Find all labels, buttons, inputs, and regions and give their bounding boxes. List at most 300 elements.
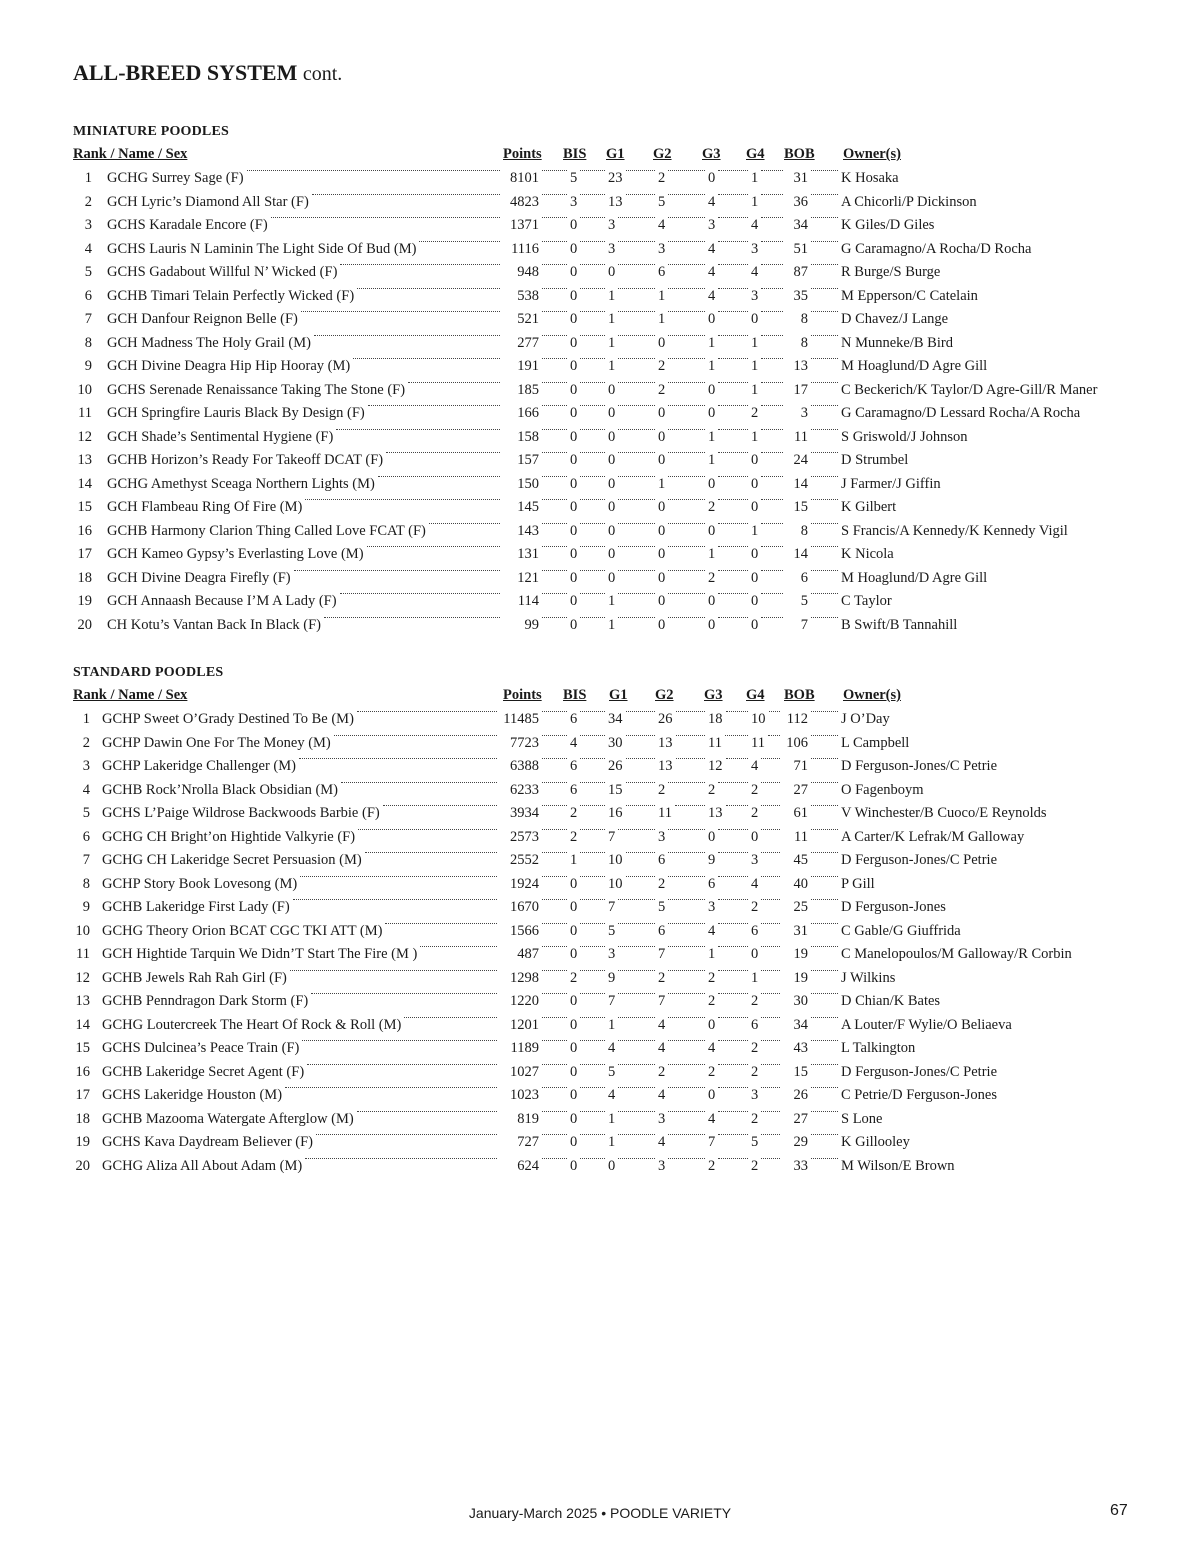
dot-leader <box>626 170 656 171</box>
dot-leader <box>580 311 605 312</box>
dot-leader <box>811 1111 838 1112</box>
row-g1: 0 <box>608 1157 616 1174</box>
row-g3: 2 <box>708 499 716 515</box>
row-owners: L Campbell <box>841 734 910 751</box>
row-g4: 0 <box>751 946 759 962</box>
row-g4: 4 <box>751 758 759 774</box>
row-g1: 7 <box>608 828 616 845</box>
row-rank: 12 <box>77 428 92 445</box>
dot-leader <box>675 805 705 806</box>
row-name: GCHS Serenade Renaissance Taking The Stone (F) <box>107 381 406 398</box>
dot-leader <box>542 499 567 500</box>
table-row <box>0 1111 1200 1135</box>
row-points: 166 <box>517 405 539 421</box>
row-bob: 112 <box>786 711 808 727</box>
dot-leader <box>726 711 749 712</box>
row-g3: 4 <box>708 240 716 257</box>
row-points: 6233 <box>510 781 539 798</box>
row-g2: 0 <box>658 499 666 515</box>
dot-leader <box>761 546 783 547</box>
dot-leader <box>811 617 838 618</box>
row-g1: 3 <box>608 217 616 233</box>
dot-leader <box>618 217 655 218</box>
table-row <box>0 852 1200 876</box>
row-owners: P Gill <box>841 875 875 892</box>
row-bob: 31 <box>793 922 808 939</box>
dot-leader <box>668 617 705 618</box>
dot-leader <box>718 970 748 971</box>
row-g4: 0 <box>751 311 759 327</box>
dot-leader <box>811 993 838 994</box>
dot-leader <box>618 1087 655 1088</box>
table-row <box>0 735 1200 759</box>
table-row <box>0 335 1200 359</box>
row-bis: 0 <box>570 993 578 1009</box>
dot-leader <box>761 829 780 830</box>
row-rank: 10 <box>75 922 90 939</box>
row-rank: 5 <box>84 264 92 280</box>
row-g2: 26 <box>658 711 673 727</box>
row-name: GCHP Sweet O’Grady Destined To Be (M) <box>102 711 354 727</box>
row-owners: A Carter/K Lefrak/M Galloway <box>841 828 1025 845</box>
row-bis: 0 <box>570 1040 578 1056</box>
dot-leader <box>408 382 500 383</box>
row-bob: 13 <box>793 358 808 374</box>
header-g2: G2 <box>653 146 672 162</box>
dot-leader <box>811 805 838 806</box>
row-rank: 3 <box>84 217 92 233</box>
table-row <box>0 1087 1200 1111</box>
row-points: 1298 <box>510 969 539 986</box>
table-row <box>0 1158 1200 1182</box>
row-g2: 5 <box>658 193 666 210</box>
row-g4: 1 <box>751 969 759 986</box>
row-g3: 13 <box>708 805 723 821</box>
row-g4: 2 <box>751 781 759 798</box>
page-title-main: ALL-BREED SYSTEM <box>73 60 298 85</box>
dot-leader <box>718 311 748 312</box>
row-bob: 40 <box>793 875 808 892</box>
table-row <box>0 946 1200 970</box>
row-owners: J Wilkins <box>841 969 896 986</box>
table-row <box>0 570 1200 594</box>
row-bis: 0 <box>570 899 578 915</box>
dot-leader <box>668 993 705 994</box>
row-g4: 2 <box>751 1040 759 1056</box>
row-owners: C Taylor <box>841 593 892 609</box>
dot-leader <box>618 1064 655 1065</box>
dot-leader <box>580 264 605 265</box>
dot-leader <box>580 758 605 759</box>
dot-leader <box>668 429 705 430</box>
row-name: GCHS Dulcinea’s Peace Train (F) <box>102 1040 300 1056</box>
dot-leader <box>626 782 656 783</box>
table-row <box>0 194 1200 218</box>
dot-leader <box>718 1134 748 1135</box>
table-row <box>0 241 1200 265</box>
row-owners: V Winchester/B Cuoco/E Reynolds <box>841 805 1047 821</box>
dot-leader <box>718 852 748 853</box>
dot-leader <box>811 570 838 571</box>
dot-leader <box>761 288 783 289</box>
dot-leader <box>542 335 567 336</box>
row-g2: 0 <box>658 593 666 609</box>
row-g3: 6 <box>708 875 716 892</box>
row-g2: 0 <box>658 405 666 421</box>
dot-leader <box>429 523 500 524</box>
dot-leader <box>668 217 705 218</box>
row-g1: 13 <box>608 193 623 210</box>
dot-leader <box>718 170 748 171</box>
row-bob: 24 <box>793 452 808 468</box>
dot-leader <box>542 570 567 571</box>
dot-leader <box>718 1087 748 1088</box>
dot-leader <box>718 194 748 195</box>
row-owners: K Nicola <box>841 546 894 562</box>
dot-leader <box>811 405 838 406</box>
dot-leader <box>404 1017 497 1018</box>
row-g3: 1 <box>708 334 716 351</box>
dot-leader <box>542 993 567 994</box>
row-g2: 2 <box>658 381 666 398</box>
row-bob: 15 <box>793 1063 808 1080</box>
dot-leader <box>542 476 567 477</box>
row-g1: 0 <box>608 499 616 515</box>
row-g1: 0 <box>608 264 616 280</box>
row-g2: 7 <box>658 946 666 962</box>
dot-leader <box>811 429 838 430</box>
dot-leader <box>383 805 497 806</box>
dot-leader <box>811 593 838 594</box>
row-g3: 0 <box>708 522 716 539</box>
dot-leader <box>311 993 497 994</box>
dot-leader <box>718 899 748 900</box>
dot-leader <box>718 1017 748 1018</box>
row-rank: 15 <box>75 1040 90 1056</box>
table-row <box>0 899 1200 923</box>
dot-leader <box>580 923 605 924</box>
row-bis: 0 <box>570 875 578 892</box>
dot-leader <box>285 1087 497 1088</box>
row-bis: 3 <box>570 193 578 210</box>
row-bob: 45 <box>793 852 808 868</box>
row-bis: 0 <box>570 452 578 468</box>
dot-leader <box>542 1087 567 1088</box>
row-g4: 1 <box>751 193 759 210</box>
dot-leader <box>718 1040 748 1041</box>
row-name: GCH Divine Deagra Hip Hip Hooray (M) <box>107 358 351 374</box>
dot-leader <box>811 1064 838 1065</box>
dot-leader <box>580 358 605 359</box>
row-bis: 0 <box>570 358 578 374</box>
dot-leader <box>626 876 656 877</box>
row-g4: 0 <box>751 499 759 515</box>
dot-leader <box>718 405 748 406</box>
dot-leader <box>668 382 705 383</box>
dot-leader <box>542 405 567 406</box>
row-owners: D Chavez/J Lange <box>841 311 949 327</box>
row-points: 1116 <box>511 240 539 257</box>
dot-leader <box>580 593 605 594</box>
header-g1: G1 <box>606 146 625 162</box>
dot-leader <box>725 735 748 736</box>
dot-leader <box>718 264 748 265</box>
row-g4: 2 <box>751 899 759 915</box>
row-rank: 6 <box>82 828 90 845</box>
row-name: GCHG CH Bright’on Hightide Valkyrie (F) <box>102 828 356 845</box>
dot-leader <box>676 735 706 736</box>
dot-leader <box>811 758 838 759</box>
row-g2: 2 <box>658 875 666 892</box>
row-points: 1371 <box>510 217 539 233</box>
row-name: GCHP Lakeridge Challenger (M) <box>102 758 296 774</box>
dot-leader <box>726 805 749 806</box>
row-g1: 1 <box>608 593 616 609</box>
dot-leader <box>618 993 655 994</box>
dot-leader <box>618 570 655 571</box>
dot-leader <box>718 1158 748 1159</box>
dot-leader <box>542 829 567 830</box>
dot-leader <box>618 1017 655 1018</box>
row-owners: K Gilbert <box>841 499 897 515</box>
column-header-row <box>0 146 1200 166</box>
header-g2: G2 <box>655 687 674 703</box>
row-bis: 0 <box>570 946 578 962</box>
row-g4: 3 <box>751 1087 759 1103</box>
row-points: 1566 <box>510 922 539 939</box>
dot-leader <box>580 1017 605 1018</box>
row-g4: 2 <box>751 1110 759 1127</box>
dot-leader <box>336 429 500 430</box>
row-g4: 4 <box>751 264 759 280</box>
table-row <box>0 617 1200 641</box>
dot-leader <box>314 335 500 336</box>
row-owners: D Ferguson-Jones/C Petrie <box>841 758 998 774</box>
row-bob: 31 <box>793 170 808 186</box>
dot-leader <box>761 311 783 312</box>
row-g3: 11 <box>708 734 722 751</box>
dot-leader <box>811 264 838 265</box>
dot-leader <box>542 523 567 524</box>
dot-leader <box>811 735 838 736</box>
row-rank: 3 <box>82 758 90 774</box>
header-bob: BOB <box>784 687 815 703</box>
dot-leader <box>761 1064 780 1065</box>
dot-leader <box>340 593 500 594</box>
dot-leader <box>542 288 567 289</box>
row-points: 521 <box>517 311 539 327</box>
dot-leader <box>811 876 838 877</box>
row-bis: 2 <box>570 828 578 845</box>
row-points: 99 <box>524 616 539 633</box>
dot-leader <box>305 499 500 500</box>
dot-leader <box>618 923 655 924</box>
dot-leader <box>580 476 605 477</box>
dot-leader <box>811 782 838 783</box>
row-g3: 4 <box>708 1110 716 1127</box>
row-bob: 34 <box>793 217 808 233</box>
dot-leader <box>542 805 567 806</box>
row-g2: 4 <box>658 1016 666 1033</box>
header-g3: G3 <box>704 687 723 703</box>
row-owners: K Giles/D Giles <box>841 217 935 233</box>
dot-leader <box>353 358 500 359</box>
row-bis: 0 <box>570 381 578 398</box>
table-row <box>0 499 1200 523</box>
dot-leader <box>668 452 705 453</box>
row-rank: 11 <box>76 946 90 962</box>
dot-leader <box>676 711 706 712</box>
dot-leader <box>761 499 783 500</box>
row-g3: 0 <box>708 170 716 186</box>
row-points: 157 <box>517 452 539 468</box>
dot-leader <box>293 899 497 900</box>
dot-leader <box>668 170 705 171</box>
dot-leader <box>718 382 748 383</box>
row-bob: 8 <box>800 311 808 327</box>
row-g3: 7 <box>708 1134 716 1150</box>
dot-leader <box>580 170 605 171</box>
row-name: GCHG Theory Orion BCAT CGC TKI ATT (M) <box>102 922 383 939</box>
table-row <box>0 288 1200 312</box>
dot-leader <box>668 852 705 853</box>
row-name: GCH Shade’s Sentimental Hygiene (F) <box>107 428 334 445</box>
row-bis: 0 <box>570 428 578 445</box>
row-bob: 26 <box>793 1087 808 1103</box>
row-g2: 3 <box>658 1110 666 1127</box>
table-row <box>0 593 1200 617</box>
dot-leader <box>542 711 567 712</box>
dot-leader <box>618 1111 655 1112</box>
row-points: 1924 <box>510 875 539 892</box>
row-bob: 71 <box>793 758 808 774</box>
row-points: 121 <box>517 569 539 586</box>
dot-leader <box>761 358 783 359</box>
row-name: GCHB Rock’Nrolla Black Obsidian (M) <box>102 781 338 798</box>
table-row <box>0 1064 1200 1088</box>
row-g2: 0 <box>658 616 666 633</box>
row-rank: 1 <box>82 711 90 727</box>
row-bob: 27 <box>793 781 808 798</box>
row-owners: D Ferguson-Jones <box>841 899 946 915</box>
dot-leader <box>718 923 748 924</box>
dot-leader <box>811 946 838 947</box>
row-name: GCH Annaash Because I’M A Lady (F) <box>107 593 337 609</box>
dot-leader <box>542 311 567 312</box>
dot-leader <box>580 382 605 383</box>
row-name: GCHB Timari Telain Perfectly Wicked (F) <box>107 287 355 304</box>
dot-leader <box>761 805 780 806</box>
row-g4: 6 <box>751 922 759 939</box>
row-g2: 2 <box>658 170 666 186</box>
dot-leader <box>618 264 655 265</box>
row-rank: 20 <box>77 616 92 633</box>
dot-leader <box>542 429 567 430</box>
row-bob: 14 <box>793 475 808 492</box>
row-g4: 0 <box>751 616 759 633</box>
row-g1: 1 <box>608 358 616 374</box>
row-name: GCHG Loutercreek The Heart Of Rock & Roll (M) <box>102 1016 402 1033</box>
row-owners: C Petrie/D Ferguson-Jones <box>841 1087 998 1103</box>
dot-leader <box>811 899 838 900</box>
header-g1: G1 <box>609 687 628 703</box>
dot-leader <box>618 1158 655 1159</box>
row-points: 1023 <box>510 1087 539 1103</box>
dot-leader <box>668 946 705 947</box>
dot-leader <box>294 570 500 571</box>
row-g4: 2 <box>751 1157 759 1174</box>
table-row <box>0 758 1200 782</box>
row-bis: 0 <box>570 1110 578 1127</box>
row-points: 185 <box>517 381 539 398</box>
row-owners: D Strumbel <box>841 452 909 468</box>
row-g2: 4 <box>658 217 666 233</box>
row-g1: 7 <box>608 993 616 1009</box>
dot-leader <box>668 546 705 547</box>
dot-leader <box>811 476 838 477</box>
dot-leader <box>761 452 783 453</box>
row-g1: 0 <box>608 405 616 421</box>
dot-leader <box>618 970 655 971</box>
row-owners: S Griswold/J Johnson <box>841 428 968 445</box>
row-g2: 7 <box>658 993 666 1009</box>
row-g2: 0 <box>658 546 666 562</box>
row-bob: 27 <box>793 1110 808 1127</box>
dot-leader <box>580 1064 605 1065</box>
table-row <box>0 476 1200 500</box>
row-g1: 10 <box>608 875 623 892</box>
row-g2: 3 <box>658 1157 666 1174</box>
dot-leader <box>618 405 655 406</box>
row-bob: 3 <box>800 405 808 421</box>
dot-leader <box>668 335 705 336</box>
row-bis: 0 <box>570 499 578 515</box>
dot-leader <box>761 1017 780 1018</box>
dot-leader <box>761 1087 780 1088</box>
row-g2: 4 <box>658 1040 666 1056</box>
row-bis: 0 <box>570 311 578 327</box>
dot-leader <box>668 499 705 500</box>
table-row <box>0 829 1200 853</box>
row-bob: 11 <box>794 428 808 445</box>
dot-leader <box>811 1040 838 1041</box>
row-rank: 5 <box>82 805 90 821</box>
row-g3: 4 <box>708 287 716 304</box>
row-g3: 4 <box>708 193 716 210</box>
dot-leader <box>668 1017 705 1018</box>
row-g3: 2 <box>708 993 716 1009</box>
dot-leader <box>542 382 567 383</box>
dot-leader <box>811 829 838 830</box>
row-g4: 11 <box>751 734 765 751</box>
row-g1: 4 <box>608 1040 616 1056</box>
dot-leader <box>718 499 748 500</box>
dot-leader <box>542 735 567 736</box>
row-points: 277 <box>517 334 539 351</box>
dot-leader <box>580 1134 605 1135</box>
row-rank: 4 <box>84 240 92 257</box>
row-rank: 14 <box>77 475 92 492</box>
row-points: 948 <box>517 264 539 280</box>
row-owners: J O’Day <box>841 711 890 727</box>
row-bis: 0 <box>570 922 578 939</box>
dot-leader <box>718 1111 748 1112</box>
row-name: GCHP Story Book Lovesong (M) <box>102 875 298 892</box>
dot-leader <box>580 429 605 430</box>
row-bis: 0 <box>570 1134 578 1150</box>
row-g2: 4 <box>658 1087 666 1103</box>
row-g4: 3 <box>751 852 759 868</box>
